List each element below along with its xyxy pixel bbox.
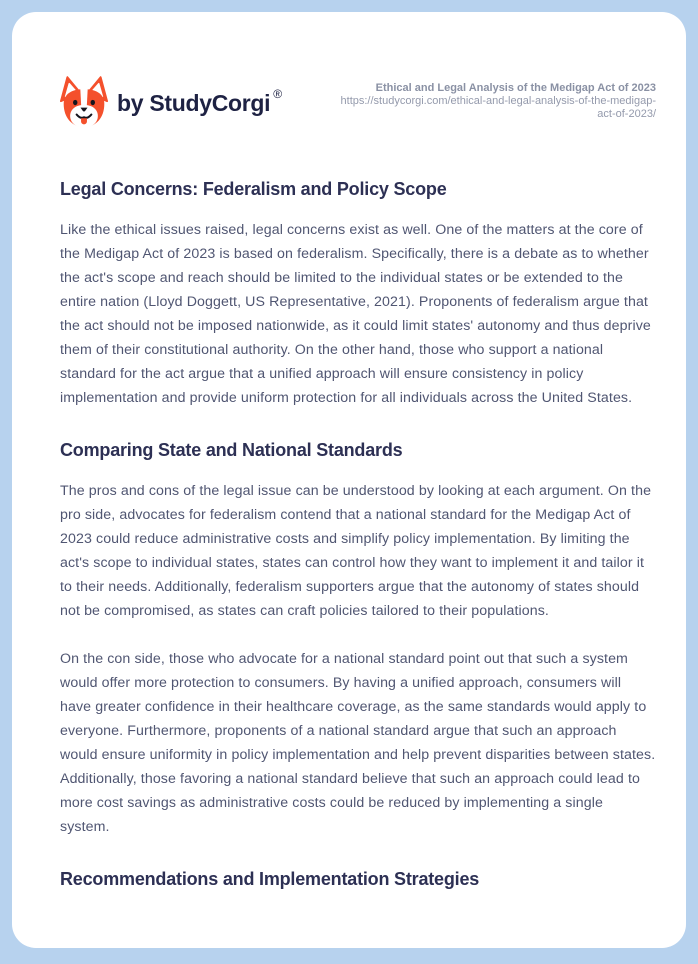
brand-wordmark: by StudyCorgi <box>117 89 271 116</box>
document-url-link[interactable]: https://studycorgi.com/ethical-and-legal-analysis-of-the-medigap-act-of-2023/ <box>340 95 656 120</box>
document-card <box>12 12 686 948</box>
article-body <box>60 177 656 891</box>
paragraph-pro-side: The pros and cons of the legal issue can be understood by looking at each argument. On the pro side, advocates for federalism contend that a national standard for the Medigap Act of 2023 could reduce administrative costs and simplify policy implementation. By limiting the act's scope to individual states, states can control how they want to implement it and tailor it to their needs. Additionally, federalism supporters argue that the autonomy of states should not be compromised, as states can craft policies tailored to their populations. <box>60 483 652 619</box>
paragraph-con-side: On the con side, those who advocate for a national standard point out that such a system would offer more protection to consumers. By having a unified approach, consumers will have greater confidence in their healthcare coverage, as the same standards would apply to everyone. Furthermore, proponents of a national standard argue that such an approach would ensure uniformity in policy implementation and help prevent disparities between states. Additionally, those favoring a national standard believe that such an approach could lead to more cost savings as administrative costs could be reduced by implementing a single system. <box>60 651 656 835</box>
document-header <box>60 75 656 131</box>
section-heading-legal-concerns: Legal Concerns: Federalism and Policy Scope <box>60 179 447 199</box>
registered-trademark-icon: ® <box>273 87 283 101</box>
paragraph-federalism: Like the ethical issues raised, legal concerns exist as well. One of the matters at the core of the Medigap Act of 2023 is based on federalism. Specifically, there is a debate as to whether the act's scope and reach should be limited to the individual states or be extended to the entire nation (Lloyd Doggett, US Representative, 2021). Proponents of federalism argue that the act should not be imposed nationwide, as it could limit states' autonomy and thus deprive them of their constitutional authority. On the other hand, those who support a national standard for the act argue that a unified approach will ensure consistency in policy implementation and provide uniform protection for all individuals across the United States. <box>60 222 651 406</box>
corgi-logo-icon <box>60 75 108 131</box>
section-heading-comparing-standards: Comparing State and National Standards <box>60 440 403 460</box>
studycorgi-brand[interactable] <box>60 75 283 131</box>
document-title: Ethical and Legal Analysis of the Medigap Act of 2023 <box>375 82 656 94</box>
section-heading-recommendations: Recommendations and Implementation Strategies <box>60 869 480 889</box>
document-meta <box>338 75 656 121</box>
